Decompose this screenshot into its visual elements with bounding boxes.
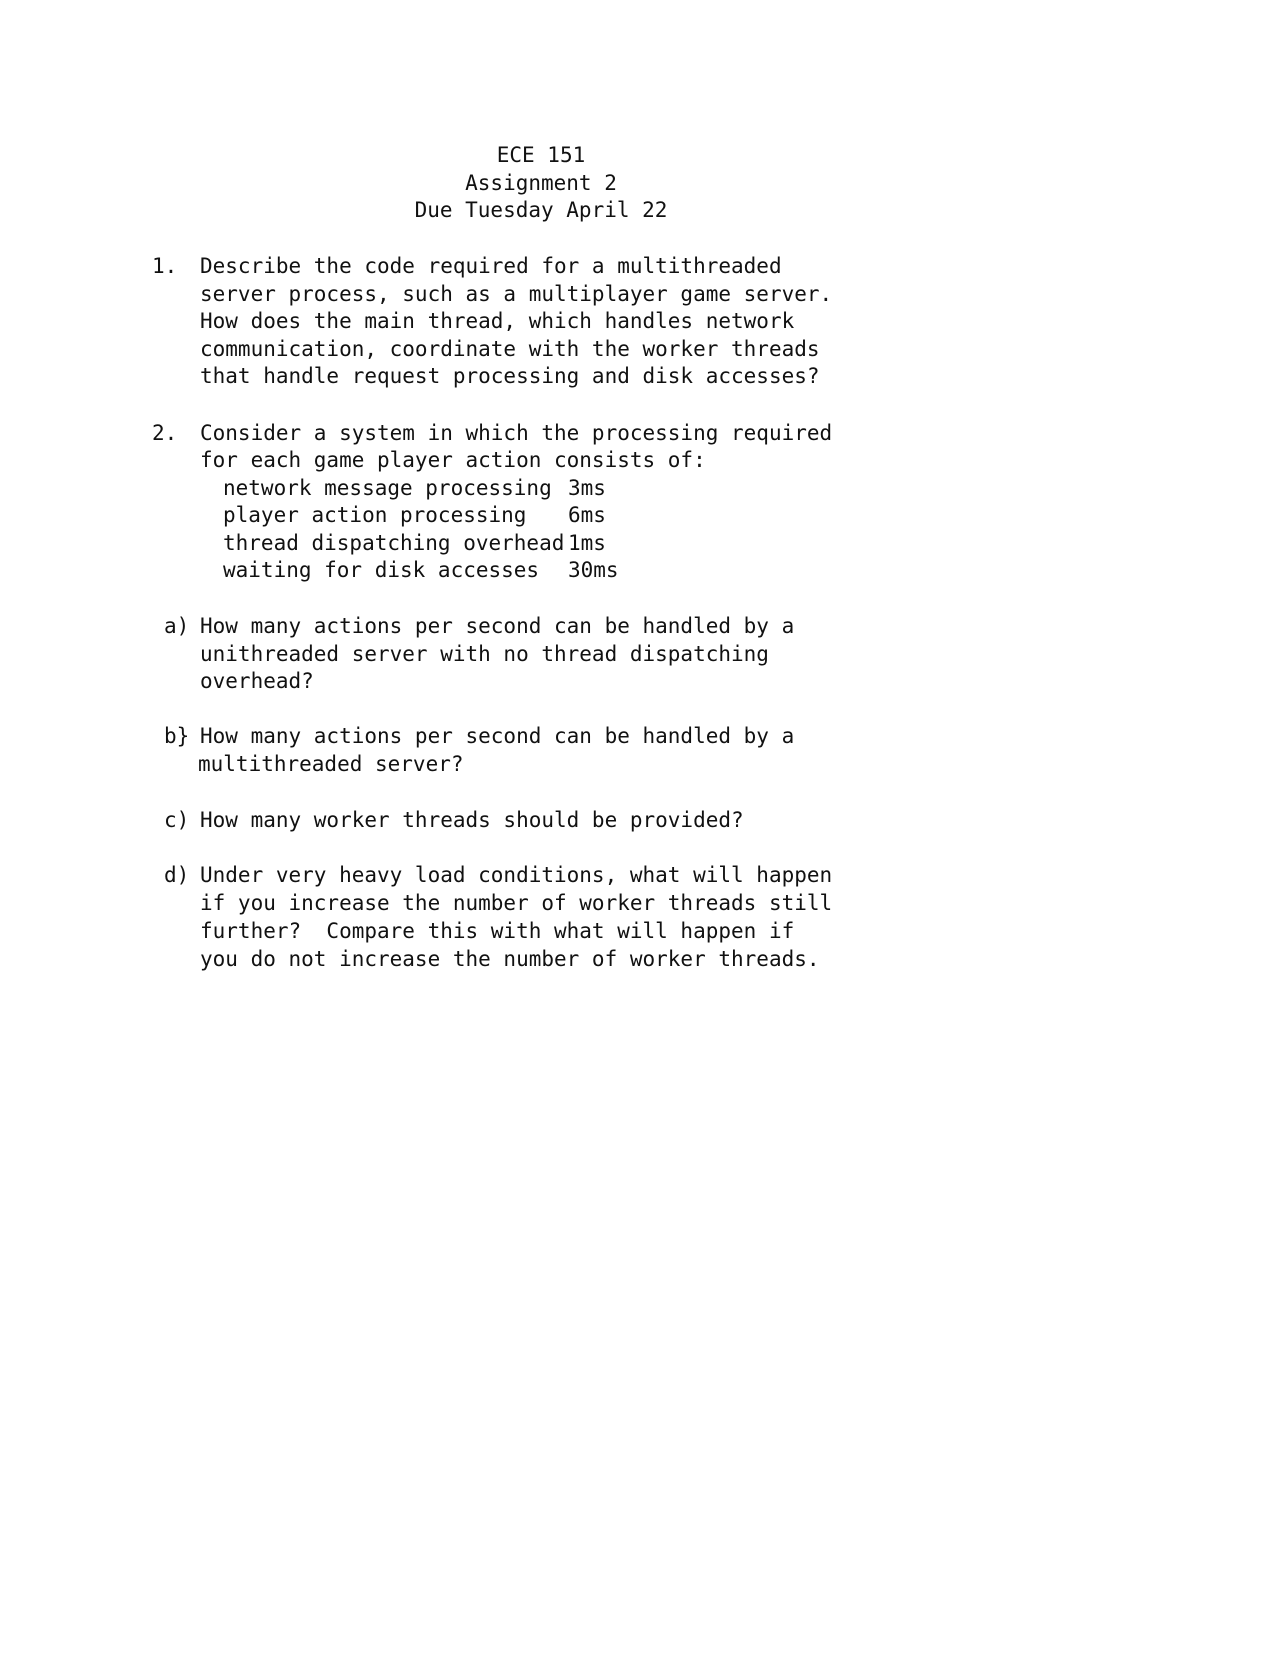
part-c-line: How many worker threads should be provided? <box>200 808 744 832</box>
course-title: ECE 151 <box>496 143 586 167</box>
question-1-number: 1. <box>152 254 178 278</box>
part-a-line: overhead? <box>200 669 314 693</box>
question-2-intro-line: Consider a system in which the processing required <box>200 421 833 445</box>
question-1-line: communication, coordinate with the worker threads <box>200 337 820 361</box>
part-d-marker: d) <box>164 863 190 887</box>
part-d-line: you do not increase the number of worker threads. <box>200 947 820 971</box>
question-1-line: server process, such as a multiplayer game server. <box>200 282 833 306</box>
timing-label: thread dispatching overhead <box>223 531 565 555</box>
timing-value: 3ms <box>568 476 606 500</box>
part-b-marker: b} <box>164 724 190 748</box>
due-date: Due Tuesday April 22 <box>414 198 668 222</box>
timing-value: 6ms <box>568 503 606 527</box>
timing-label: player action processing <box>223 503 527 527</box>
part-b-line: multithreaded server? <box>198 752 464 776</box>
part-c-marker: c) <box>164 808 190 832</box>
timing-label: waiting for disk accesses <box>223 558 540 582</box>
part-a-marker: a) <box>164 614 190 638</box>
question-2-number: 2. <box>152 421 178 445</box>
part-d-line: further? Compare this with what will happen if <box>200 919 795 943</box>
part-d-line: if you increase the number of worker threads still <box>200 891 833 915</box>
timing-value: 1ms <box>568 531 606 555</box>
question-1-line: that handle request processing and disk accesses? <box>200 364 820 388</box>
question-2-intro-line: for each game player action consists of: <box>200 448 706 472</box>
part-b-line: How many actions per second can be handled by a <box>200 724 795 748</box>
question-1-line: Describe the code required for a multithreaded <box>200 254 782 278</box>
part-d-line: Under very heavy load conditions, what will happen <box>200 863 833 887</box>
part-a-line: How many actions per second can be handled by a <box>200 614 795 638</box>
part-a-line: unithreaded server with no thread dispatching <box>200 642 769 666</box>
question-1-line: How does the main thread, which handles network <box>200 309 795 333</box>
assignment-title: Assignment 2 <box>465 171 617 195</box>
timing-value: 30ms <box>568 558 619 582</box>
timing-label: network message processing <box>223 476 552 500</box>
